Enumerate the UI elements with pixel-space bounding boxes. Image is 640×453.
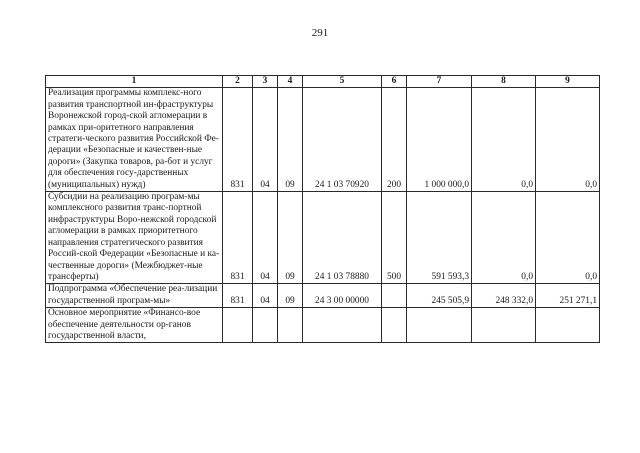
amount-year-1: 1 000 000,0 xyxy=(407,88,472,192)
target-article-code xyxy=(303,308,382,343)
header-row xyxy=(46,76,600,88)
grbs-code: 831 xyxy=(223,192,253,284)
column-header: 5 xyxy=(303,76,382,88)
section-code xyxy=(253,308,278,343)
budget-table xyxy=(45,75,600,343)
column-header: 4 xyxy=(278,76,303,88)
row-description: Подпрограмма «Обеспечение реа-лизации государственной програм-мы» xyxy=(46,284,223,308)
expense-type-code xyxy=(382,284,407,308)
row-description: Реализация программы комплекс-ного развития транспортной ин-фраструктуры Воронежской город-ской агломерации в рамках при-оритетного направления стратеги-ческого развития Российской Фе-дерации «Безопасные и качествен-ные дороги» (Закупка товаров, ра-бот и услуг для обеспечения госу-дарственных (муниципальных) нужд) xyxy=(46,88,223,192)
page-number: 291 xyxy=(311,27,329,39)
expense-type-code: 200 xyxy=(382,88,407,192)
amount-year-2: 0,0 xyxy=(472,192,536,284)
amount-year-1 xyxy=(407,308,472,343)
table-row xyxy=(46,192,600,284)
column-header: 9 xyxy=(536,76,600,88)
amount-year-2: 0,0 xyxy=(472,88,536,192)
table-row xyxy=(46,284,600,308)
column-header: 3 xyxy=(253,76,278,88)
column-header: 7 xyxy=(407,76,472,88)
column-header: 8 xyxy=(472,76,536,88)
subsection-code: 09 xyxy=(278,284,303,308)
expense-type-code xyxy=(382,308,407,343)
expense-type-code: 500 xyxy=(382,192,407,284)
target-article-code: 24 1 03 78880 xyxy=(303,192,382,284)
row-description: Субсидии на реализацию програм-мы комплексного развития транс-портной инфраструктуры Воро-нежской городской агломерации в рамках приоритетного направления стратегического развития Россий-ской Федерации «Безопасные и ка-чественные дороги» (Межбюджет-ные трансферты) xyxy=(46,192,223,284)
target-article-code: 24 1 03 70920 xyxy=(303,88,382,192)
amount-year-1: 591 593,3 xyxy=(407,192,472,284)
amount-year-3: 0,0 xyxy=(536,88,600,192)
subsection-code xyxy=(278,308,303,343)
section-code: 04 xyxy=(253,192,278,284)
amount-year-2 xyxy=(472,308,536,343)
column-header: 1 xyxy=(46,76,223,88)
grbs-code: 831 xyxy=(223,284,253,308)
column-header: 6 xyxy=(382,76,407,88)
section-code: 04 xyxy=(253,88,278,192)
subsection-code: 09 xyxy=(278,88,303,192)
amount-year-3: 251 271,1 xyxy=(536,284,600,308)
amount-year-3: 0,0 xyxy=(536,192,600,284)
amount-year-1: 245 505,9 xyxy=(407,284,472,308)
amount-year-2: 248 332,0 xyxy=(472,284,536,308)
table-row xyxy=(46,88,600,192)
column-header: 2 xyxy=(223,76,253,88)
row-description: Основное мероприятие «Финансо-вое обеспечение деятельности ор-ганов государственной власти, xyxy=(46,308,223,343)
grbs-code xyxy=(223,308,253,343)
grbs-code: 831 xyxy=(223,88,253,192)
table-row xyxy=(46,308,600,343)
amount-year-3 xyxy=(536,308,600,343)
subsection-code: 09 xyxy=(278,192,303,284)
section-code: 04 xyxy=(253,284,278,308)
target-article-code: 24 3 00 00000 xyxy=(303,284,382,308)
